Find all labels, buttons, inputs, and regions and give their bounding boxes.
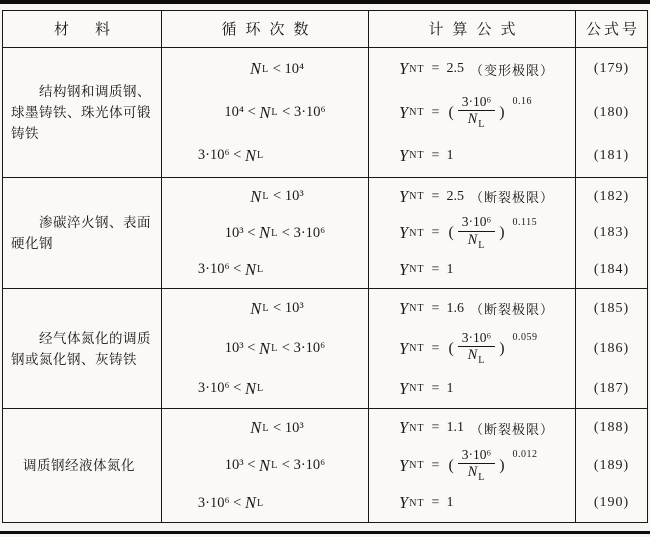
equation-number: (186) <box>593 340 630 356</box>
Y-symbol: Y <box>399 378 409 398</box>
page-edge-line-top <box>0 0 650 4</box>
formula-number-cell <box>576 178 647 288</box>
table-row <box>3 48 647 178</box>
cycle-condition-line: N L < 10³ <box>250 418 304 438</box>
formula-cell <box>369 289 576 409</box>
formula-line: Y NT = 2.5 （变形极限） <box>399 59 554 79</box>
N-symbol: N <box>250 298 262 318</box>
cycles-cell <box>162 178 369 288</box>
formula-cell <box>369 409 576 522</box>
N-symbol: N <box>249 59 261 79</box>
equation-number: (184) <box>593 261 630 277</box>
Y-symbol: Y <box>399 455 409 475</box>
N-symbol: N <box>467 231 478 248</box>
cycle-condition-line: 3·10⁶ < N L <box>197 145 265 165</box>
N-symbol: N <box>259 455 271 475</box>
limit-note: （断裂极限） <box>469 421 554 437</box>
cycle-condition-line: 3·10⁶ < N L <box>197 259 265 279</box>
material-text: 经气体氮化的调质钢或氮化钢、灰铸铁 <box>11 330 151 367</box>
Y-symbol: Y <box>399 59 409 79</box>
cycle-condition-line: 10³ < N L < 3·10⁶ <box>224 223 326 243</box>
Y-symbol: Y <box>399 102 409 122</box>
equation-number: (182) <box>593 188 630 204</box>
limit-note: （断裂极限） <box>469 302 554 318</box>
formula-line: Y NT = 1.1 （断裂极限） <box>399 418 554 438</box>
N-symbol: N <box>250 186 262 206</box>
formula-line: Y NT = ( $\frac{\text{3·10⁶}}{N_L}$ ) 0.012 <box>399 446 538 484</box>
formula-line: Y NT = 1 <box>399 145 454 165</box>
equation-number: (187) <box>593 380 630 396</box>
exponent: 0.012 <box>512 449 538 461</box>
formula-number-cell <box>576 289 647 409</box>
N-symbol: N <box>467 347 478 364</box>
cycles-cell <box>162 48 369 177</box>
Y-symbol: Y <box>399 259 409 279</box>
N-symbol: N <box>259 223 271 243</box>
formula-line: Y NT = 1 <box>399 259 454 279</box>
fraction: $\frac{\text{3·10⁶}}{N_L}$ <box>458 331 495 367</box>
equation-number: (185) <box>593 300 630 316</box>
equation-number: (189) <box>593 457 630 473</box>
material-text: 结构钢和调质钢、球墨铸铁、珠光体可锻铸铁 <box>11 84 151 142</box>
cycle-condition-line: N L < 10³ <box>250 298 304 318</box>
table-row <box>3 178 647 289</box>
exponent: 0.115 <box>512 216 538 228</box>
cycles-cell <box>162 409 369 522</box>
N-symbol: N <box>244 145 256 165</box>
formula-line: Y NT = 1 <box>399 378 454 398</box>
formula-line: Y NT = 2.5 （断裂极限） <box>399 186 554 206</box>
header-cycles: 循环次数 <box>162 11 369 47</box>
cycle-condition-line: 3·10⁶ < N L <box>197 493 265 513</box>
cycle-condition-line: 3·10⁶ < N L <box>197 378 265 398</box>
cycle-condition-line: N L < 10³ <box>250 186 304 206</box>
N-symbol: N <box>244 259 256 279</box>
material-text: 调质钢经液体氮化 <box>23 458 135 474</box>
fraction: $\frac{\text{3·10⁶}}{N_L}$ <box>458 215 495 251</box>
N-symbol: N <box>259 338 271 358</box>
N-symbol: N <box>467 464 478 481</box>
Y-symbol: Y <box>399 418 409 438</box>
cycle-condition-line: 10³ < N L < 3·10⁶ <box>224 338 326 358</box>
formula-line: Y NT = 1 <box>399 493 454 513</box>
formula-line: Y NT = ( $\frac{\text{3·10⁶}}{N_L}$ ) 0.115 <box>399 214 538 251</box>
equation-number: (179) <box>593 61 630 77</box>
equation-number: (190) <box>593 495 630 511</box>
formula-number-cell <box>576 409 647 522</box>
life-factor-table <box>2 10 648 523</box>
page-edge-line-bottom <box>0 531 650 534</box>
N-symbol: N <box>467 111 478 128</box>
formula-line: Y NT = ( $\frac{\text{3·10⁶}}{N_L}$ ) 0.16 <box>399 93 533 131</box>
N-symbol: N <box>259 102 271 122</box>
N-symbol: N <box>250 418 262 438</box>
exponent: 0.16 <box>512 96 533 108</box>
Y-symbol: Y <box>399 145 409 165</box>
equation-number: (188) <box>593 420 630 436</box>
material-text: 渗碳淬火钢、表面硬化钢 <box>11 215 151 252</box>
N-symbol: N <box>244 493 256 513</box>
table-row <box>3 289 647 410</box>
Y-symbol: Y <box>399 493 409 513</box>
Y-symbol: Y <box>399 298 409 318</box>
cycles-cell <box>162 289 369 409</box>
cycle-condition-line: N L < 10⁴ <box>249 59 305 79</box>
header-material: 材料 <box>3 11 162 47</box>
formula-line: Y NT = ( $\frac{\text{3·10⁶}}{N_L}$ ) 0.059 <box>399 329 538 367</box>
fraction: $\frac{\text{3·10⁶}}{N_L}$ <box>458 95 495 131</box>
Y-symbol: Y <box>399 223 409 243</box>
header-formula: 计算公式 <box>369 11 576 47</box>
formula-cell <box>369 48 576 177</box>
N-symbol: N <box>244 378 256 398</box>
table-header-row <box>3 11 647 48</box>
equation-number: (180) <box>593 104 630 120</box>
header-formula-number: 公式号 <box>585 22 640 39</box>
table-row <box>3 409 647 522</box>
fraction: $\frac{\text{3·10⁶}}{N_L}$ <box>458 448 495 484</box>
Y-symbol: Y <box>399 186 409 206</box>
Y-symbol: Y <box>399 338 409 358</box>
cycle-condition-line: 10³ < N L < 3·10⁶ <box>224 455 326 475</box>
formula-line: Y NT = 1.6 （断裂极限） <box>399 298 554 318</box>
equation-number: (183) <box>593 225 630 241</box>
formula-number-cell <box>576 48 647 177</box>
cycle-condition-line: 10⁴ < N L < 3·10⁶ <box>224 102 326 122</box>
equation-number: (181) <box>593 147 630 163</box>
limit-note: （断裂极限） <box>469 190 554 206</box>
limit-note: （变形极限） <box>469 62 554 78</box>
exponent: 0.059 <box>512 332 538 344</box>
formula-cell <box>369 178 576 288</box>
